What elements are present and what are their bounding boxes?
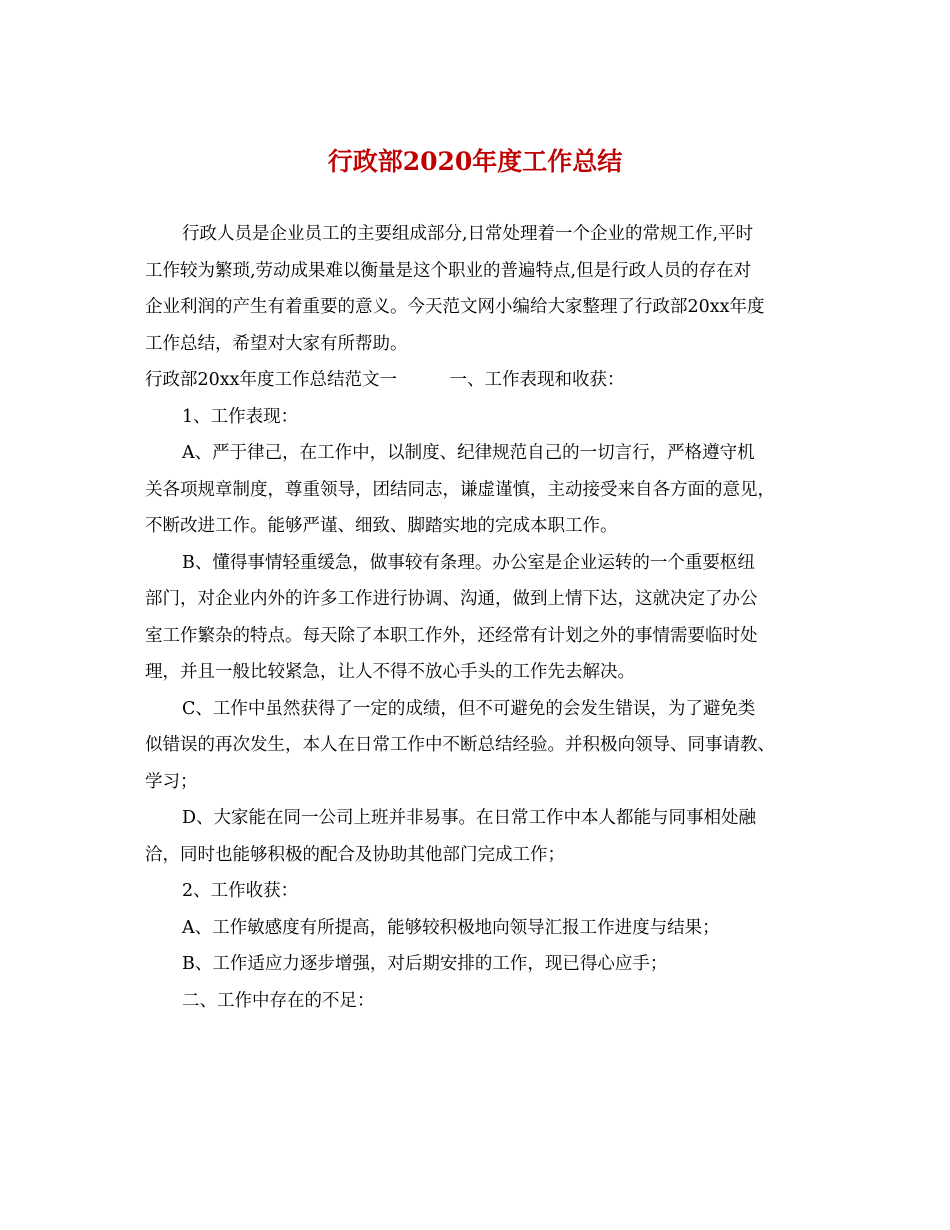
- text-line: 2、工作收获：: [182, 881, 299, 901]
- text-line: 室工作繁杂的特点。每天除了本职工作外，还经常有计划之外的事情需要临时处: [145, 625, 758, 646]
- text-line: C、工作中虽然获得了一定的成绩，但不可避免的会发生错误，为了避免类: [182, 698, 756, 719]
- text-line: 二、工作中存在的不足：: [182, 990, 375, 1011]
- text-line: 部门，对企业内外的许多工作进行协调、沟通，做到上情下达，这就决定了办公: [145, 589, 758, 609]
- text-line: 学习；: [145, 771, 198, 792]
- text-line: A、工作敏感度有所提高，能够较积极地向领导汇报工作进度与结果；: [182, 917, 720, 938]
- text-line: A、严于律己，在工作中，以制度、纪律规范自己的一切言行，严格遵守机: [182, 443, 755, 463]
- text-line: B、懂得事情轻重缓急，做事较有条理。办公室是企业运转的一个重要枢纽: [182, 552, 755, 573]
- text-line: B、工作适应力逐步增强，对后期安排的工作，现已得心应手；: [182, 954, 668, 974]
- text-line: 企业利润的产生有着重要的意义。今天范文网小编给大家整理了行政部20xx年度: [145, 297, 765, 317]
- text-line: 关各项规章制度，尊重领导，团结同志，谦虚谨慎，主动接受来自各方面的意见，: [145, 479, 775, 500]
- document-body: [145, 216, 810, 1019]
- text-line: 理，并且一般比较紧急，让人不得不放心手头的工作先去解决。: [145, 662, 635, 682]
- text-line: 行政部20xx年度工作总结范文一 一、工作表现和收获：: [145, 370, 625, 390]
- text-line: 工作总结，希望对大家有所帮助。: [145, 333, 408, 354]
- text-line: 1、工作表现：: [182, 406, 299, 427]
- text-line: 行政人员是企业员工的主要组成部分,日常处理着一个企业的常规工作,平时: [182, 224, 754, 244]
- text-line: 工作较为繁琐,劳动成果难以衡量是这个职业的普遍特点,但是行政人员的存在对: [145, 260, 752, 281]
- document-title: 行政部2020年度工作总结: [327, 147, 623, 176]
- text-line: 洽，同时也能够积极的配合及协助其他部门完成工作；: [145, 844, 565, 865]
- text-line: 似错误的再次发生，本人在日常工作中不断总结经验。并积极向领导、同事请教、: [145, 735, 775, 755]
- text-line: 不断改进工作。能够严谨、细致、脚踏实地的完成本职工作。: [145, 516, 618, 536]
- text-line: D、大家能在同一公司上班并非易事。在日常工作中本人都能与同事相处融: [182, 808, 757, 828]
